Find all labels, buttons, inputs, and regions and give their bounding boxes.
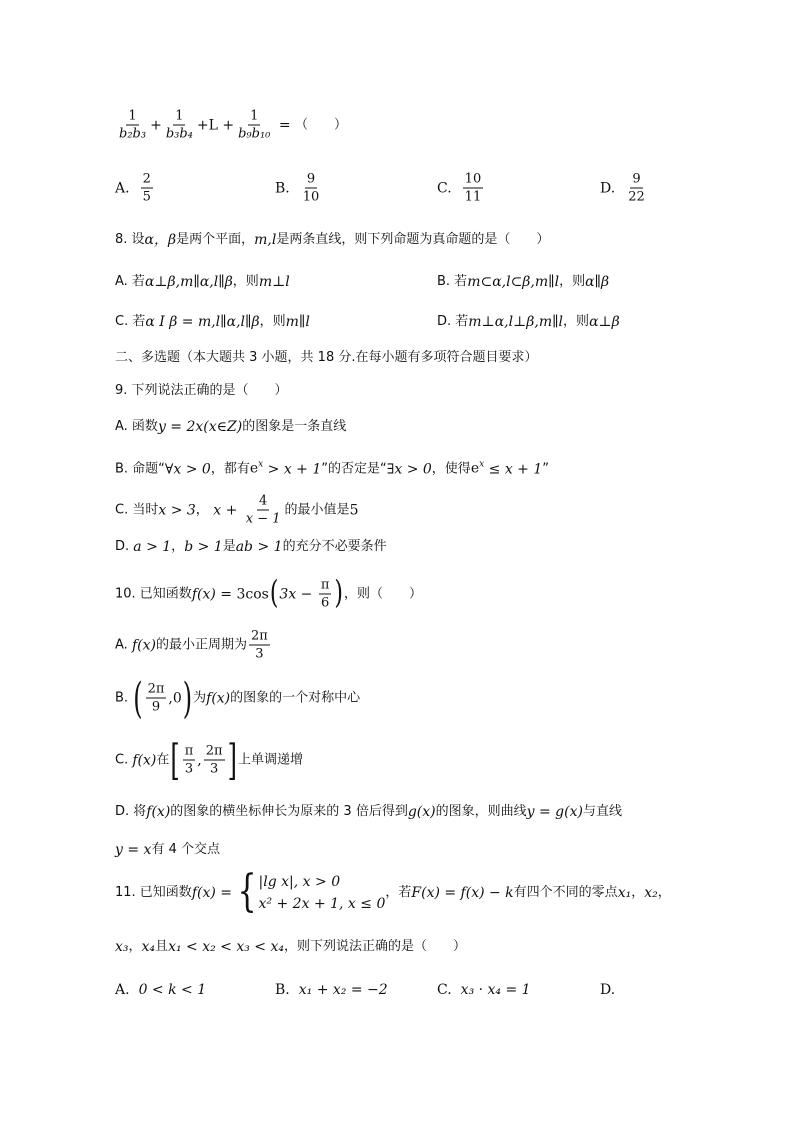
option-conclusion: α⊥β	[589, 314, 620, 330]
option-fraction	[463, 172, 484, 205]
q11-option-b	[275, 981, 388, 999]
option-label: A.	[115, 637, 132, 652]
plus-sign: +	[150, 117, 162, 133]
option-text: 是	[222, 539, 236, 554]
numerator: 1	[128, 108, 137, 124]
math-expression: > x + 1	[263, 461, 322, 477]
option-fraction	[301, 172, 322, 205]
q7-term-1	[117, 109, 148, 142]
q8-stem	[115, 231, 549, 249]
q10-option-b	[115, 673, 361, 723]
question-number: 11. 已知函数	[115, 885, 192, 900]
equals-sign: =	[274, 117, 296, 133]
plane-variables: α，β	[144, 232, 177, 248]
right-paren: )	[334, 575, 343, 612]
math-expression: ∀x > 0	[164, 461, 211, 477]
case-2: x² + 2x + 1, x ≤ 0	[258, 896, 386, 912]
function-name: f(x)	[206, 690, 231, 706]
option-label: A. 若	[115, 274, 145, 289]
fraction	[244, 494, 283, 527]
numerator: 2π	[250, 628, 268, 644]
option-text: 的充分不必要条件	[282, 539, 387, 554]
zero-variable: x₂	[644, 885, 658, 901]
q11-stem	[115, 866, 671, 918]
numerator: 2π	[205, 743, 223, 759]
option-condition: α I β = m,l∥α,l∥β	[145, 314, 260, 330]
option-label: C.	[437, 180, 452, 196]
option-text: ，使得	[431, 461, 471, 476]
function-name: f(x) =	[191, 885, 237, 901]
denominator: 9	[151, 699, 161, 715]
denominator: 3	[210, 761, 219, 777]
option-label: B.	[275, 982, 290, 998]
stem-text: ，则（ ）	[344, 586, 423, 601]
numerator: 9	[632, 171, 641, 187]
q10-option-a	[115, 629, 272, 662]
question-number: 10. 已知函数	[115, 586, 192, 601]
option-label: D. 将	[115, 804, 147, 819]
option-text: 为	[193, 690, 207, 705]
q8-option-b	[437, 273, 609, 291]
denominator: 22	[628, 189, 645, 205]
q8-option-a	[115, 273, 290, 291]
q11-option-a	[115, 981, 206, 999]
denominator: 3	[255, 646, 264, 662]
math-expression: y = x	[115, 842, 152, 858]
option-text: 在	[156, 752, 170, 767]
math-expression: x₁ < x₂ < x₃ < x₄	[168, 939, 284, 955]
q11-option-d	[600, 981, 624, 999]
option-text: 的图象的一个对称中心	[230, 690, 361, 705]
option-label: B.	[275, 180, 290, 196]
stem-text: 9. 下列说法正确的是（ ）	[115, 383, 288, 398]
answer-blank: （ ）	[295, 117, 348, 132]
math-expression: 3x −	[279, 586, 317, 602]
fraction	[183, 744, 196, 777]
function-name: f(x)	[132, 752, 157, 768]
option-text: 的图象，则曲线	[435, 804, 527, 819]
option-label: D.	[600, 180, 616, 196]
math-expression: F(x) = f(x) − k	[411, 885, 514, 901]
option-conclusion: m⊥l	[258, 274, 290, 290]
exponential-term	[471, 460, 484, 479]
option-label: C.	[437, 982, 452, 998]
option-fraction	[141, 172, 153, 205]
comma: ,	[197, 752, 202, 768]
option-text: 的图象的横坐标伸长为原来的 3 倍后得到	[170, 804, 408, 819]
fraction	[146, 682, 167, 715]
math-expression: ∃x > 0	[386, 461, 432, 477]
option-then: ，则	[563, 314, 590, 329]
math-expression: ≤ x + 1	[484, 461, 543, 477]
option-label: D. 若	[437, 314, 469, 329]
option-label: D.	[600, 982, 616, 998]
function-name: f(x)	[146, 804, 171, 820]
numerator: 4	[259, 493, 268, 509]
option-label: A.	[115, 982, 130, 998]
stem-text: 是两条直线，则下列命题为真命题的是（ ）	[276, 232, 550, 247]
q8-option-c	[115, 313, 310, 331]
exp-power: x	[479, 459, 485, 470]
math-expression: b > 1	[184, 539, 223, 555]
q7-sum-expression	[115, 109, 347, 142]
q9-stem	[115, 382, 288, 400]
denominator: x − 1	[245, 511, 281, 527]
q10-stem	[115, 575, 423, 612]
option-label: B. 若	[437, 274, 468, 289]
numerator: 2π	[147, 681, 165, 697]
left-paren: (	[269, 575, 279, 612]
exp-base: e	[470, 460, 480, 477]
option-then: ，则	[559, 274, 586, 289]
option-text: ，	[195, 502, 209, 517]
stem-text: 且	[155, 939, 169, 954]
q9-option-b	[115, 460, 549, 479]
zero-variable: x₃	[115, 939, 129, 955]
denominator: b₃b₄	[165, 126, 193, 142]
q7-option-d	[600, 172, 649, 205]
math-expression: a > 1	[133, 539, 172, 555]
piecewise-cases	[259, 871, 386, 915]
q11-stem-line-2	[115, 938, 466, 956]
q7-option-a	[115, 172, 155, 205]
math-expression: x +	[208, 502, 242, 518]
numerator: 1	[175, 108, 184, 124]
function-name: g(x)	[407, 804, 436, 820]
q7-term-3	[236, 109, 272, 142]
option-expression: 0 < k < 1	[138, 982, 207, 998]
q7-option-c	[437, 172, 485, 205]
piecewise-brace: {	[237, 866, 257, 918]
q10-option-c	[115, 735, 303, 785]
zero-variable: x₁	[617, 885, 632, 901]
numerator: π	[320, 577, 330, 593]
option-conclusion: m∥l	[285, 314, 310, 330]
option-label: D.	[115, 539, 134, 554]
numerator: 2	[142, 171, 151, 187]
q10-option-d-line-1	[115, 803, 622, 821]
option-text: 上单调递增	[237, 752, 303, 767]
math-expression: ab > 1	[235, 539, 283, 555]
option-expression: x₃ · x₄ = 1	[460, 982, 531, 998]
stem-text: ，	[631, 885, 645, 900]
q8-option-d	[437, 313, 620, 331]
q10-option-d-line-2	[115, 841, 220, 859]
exp-power: x	[258, 459, 264, 470]
option-condition: m⊂α,l⊂β,m∥l	[467, 274, 560, 290]
stem-text: 有四个不同的零点	[513, 885, 618, 900]
q9-option-c	[115, 494, 358, 527]
option-text: 有 4 个交点	[151, 842, 220, 857]
ellipsis-plus: +L +	[196, 117, 235, 133]
line-variables: m,l	[254, 232, 277, 248]
option-label: B. 命题“	[115, 461, 165, 476]
exponential-term	[250, 460, 263, 479]
fraction	[204, 744, 225, 777]
option-text: 与直线	[582, 804, 622, 819]
section-title: 二、多选题（本大题共 3 小题，共 18 分.在每小题有多项符合题目要求）	[115, 350, 538, 365]
option-text: 的图象是一条直线	[242, 419, 347, 434]
option-label: C. 当时	[115, 502, 159, 517]
fraction	[319, 578, 332, 611]
option-label: A. 函数	[115, 419, 158, 434]
stem-text: ，则下列说法正确的是（ ）	[284, 939, 467, 954]
stem-text: ，若	[385, 885, 412, 900]
stem-text: ，	[657, 885, 671, 900]
numerator: 9	[306, 171, 316, 187]
q7-option-b	[275, 172, 323, 205]
question-number: 8. 设	[115, 232, 145, 247]
option-conclusion: α∥β	[585, 274, 610, 290]
option-label: C.	[115, 752, 133, 767]
denominator: 10	[302, 189, 320, 205]
option-label: B.	[115, 690, 133, 705]
math-expression: ,0	[168, 690, 182, 706]
q7-term-2	[164, 109, 195, 142]
denominator: b₂b₃	[119, 126, 147, 142]
function-name: f(x)	[191, 586, 216, 602]
fraction	[249, 629, 270, 662]
option-then: ，则	[232, 274, 259, 289]
option-fraction	[626, 172, 647, 205]
q9-option-d	[115, 538, 387, 556]
denominator: 11	[464, 189, 482, 205]
math-value: 5	[349, 502, 359, 518]
option-label: C. 若	[115, 314, 146, 329]
function-name: f(x)	[131, 637, 156, 653]
option-condition: α⊥β,m∥α,l∥β	[144, 274, 233, 290]
exp-base: e	[249, 460, 259, 477]
option-text: ，都有	[210, 461, 250, 476]
option-text: ”的否定是“	[321, 461, 387, 476]
option-text: 的最小值是	[284, 502, 350, 517]
section-heading	[115, 349, 537, 367]
option-text: 的最小正周期为	[155, 637, 247, 652]
left-paren: (	[133, 673, 143, 723]
left-bracket: [	[170, 735, 180, 785]
option-text: ”	[542, 461, 550, 476]
numerator: π	[184, 743, 194, 759]
math-expression: y = g(x)	[526, 804, 583, 820]
right-bracket: ]	[227, 735, 237, 785]
denominator: 5	[142, 189, 151, 205]
option-label: A.	[115, 180, 130, 196]
stem-text: ，	[128, 939, 142, 954]
numerator: 1	[250, 108, 259, 124]
option-expression: x₁ + x₂ = −2	[298, 982, 388, 998]
q11-option-c	[437, 981, 531, 999]
right-paren: )	[182, 673, 193, 723]
option-condition: m⊥α,l⊥β,m∥l	[468, 314, 564, 330]
math-expression: y = 2x(x∈Z)	[157, 419, 243, 435]
zero-variable: x₄	[141, 939, 156, 955]
option-text: ，	[171, 539, 185, 554]
stem-text: 是两个平面，	[176, 232, 255, 247]
denominator: 6	[320, 595, 330, 611]
numerator: 10	[464, 171, 482, 187]
option-then: ，则	[259, 314, 286, 329]
denominator: 3	[184, 761, 194, 777]
case-1: |lg x|, x > 0	[258, 874, 341, 890]
denominator: b₉b₁₀	[238, 126, 271, 142]
math-expression: x > 3	[158, 502, 196, 518]
q9-option-a	[115, 418, 346, 436]
math-expression: = 3cos	[215, 586, 269, 602]
